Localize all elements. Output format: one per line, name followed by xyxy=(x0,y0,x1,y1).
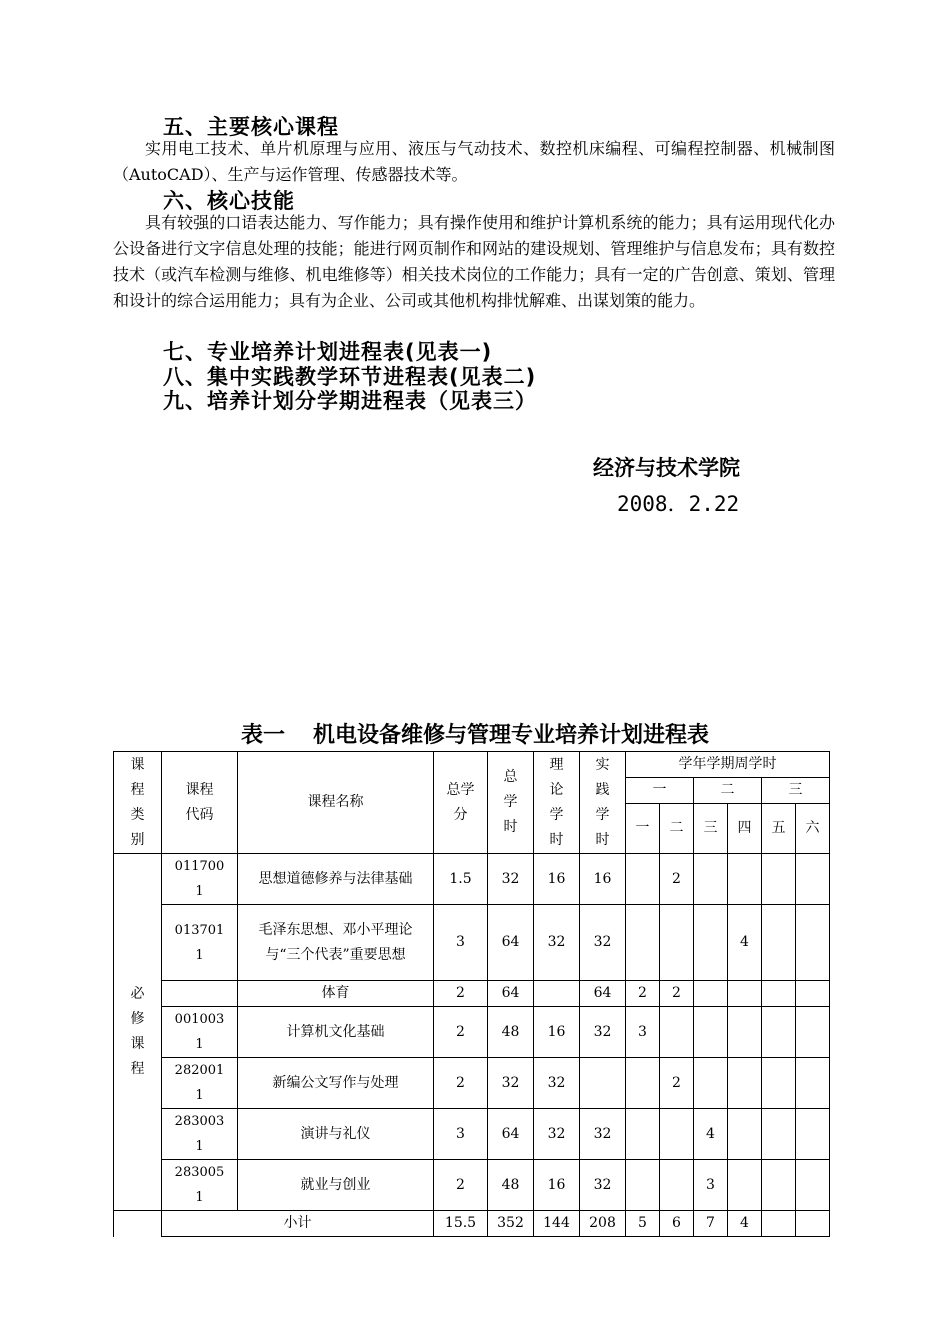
course-credits: 1.5 xyxy=(434,854,488,905)
training-plan-table xyxy=(113,751,830,1237)
term-3-hours xyxy=(694,1058,728,1109)
term-3-hours xyxy=(694,854,728,905)
course-credits: 2 xyxy=(434,1160,488,1211)
term-3-hours: 4 xyxy=(694,1109,728,1160)
table-caption-number: 表一 xyxy=(240,723,285,748)
section-heading-core-courses: 五、主要核心课程 xyxy=(163,115,339,139)
course-theory: 16 xyxy=(534,854,580,905)
subtotal-term-5 xyxy=(762,1211,796,1237)
table-row xyxy=(114,981,830,1007)
course-theory xyxy=(534,981,580,1007)
table-row xyxy=(114,1109,830,1160)
term-6-hours xyxy=(796,1160,830,1211)
subtotal-spacer xyxy=(114,1211,162,1237)
subtotal-row xyxy=(114,1211,830,1237)
term-2-hours xyxy=(660,1007,694,1058)
header-term-4: 四 xyxy=(728,804,762,854)
signature-date: 2008．2.22 xyxy=(617,492,740,516)
table-row xyxy=(114,1007,830,1058)
table-row xyxy=(114,905,830,981)
header-term-5: 五 xyxy=(762,804,796,854)
course-hours: 64 xyxy=(488,981,534,1007)
header-hours: 总 学 时 xyxy=(488,752,534,854)
header-theory: 理 论 学 时 xyxy=(534,752,580,854)
header-practice: 实 践 学 时 xyxy=(580,752,626,854)
term-3-hours xyxy=(694,905,728,981)
course-practice: 16 xyxy=(580,854,626,905)
header-year-2: 二 xyxy=(694,778,762,804)
term-5-hours xyxy=(762,1160,796,1211)
section-heading-core-skills: 六、核心技能 xyxy=(163,189,295,213)
term-2-hours: 2 xyxy=(660,1058,694,1109)
header-term-6: 六 xyxy=(796,804,830,854)
course-code: 001003 1 xyxy=(162,1007,238,1058)
term-1-hours xyxy=(626,1058,660,1109)
term-5-hours xyxy=(762,854,796,905)
course-code: 283005 1 xyxy=(162,1160,238,1211)
term-1-hours: 3 xyxy=(626,1007,660,1058)
course-code xyxy=(162,981,238,1007)
term-1-hours xyxy=(626,854,660,905)
course-name: 演讲与礼仪 xyxy=(238,1109,434,1160)
header-year-3: 三 xyxy=(762,778,830,804)
course-code: 283003 1 xyxy=(162,1109,238,1160)
term-5-hours xyxy=(762,1007,796,1058)
signature-org: 经济与技术学院 xyxy=(593,456,740,480)
course-practice xyxy=(580,1058,626,1109)
header-weekly: 学年学期周学时 xyxy=(626,752,830,778)
course-credits: 2 xyxy=(434,1007,488,1058)
course-name: 体育 xyxy=(238,981,434,1007)
course-hours: 64 xyxy=(488,1109,534,1160)
term-5-hours xyxy=(762,1058,796,1109)
header-category: 课 程 类 别 xyxy=(114,752,162,854)
term-6-hours xyxy=(796,1109,830,1160)
subtotal-label: 小计 xyxy=(162,1211,434,1237)
course-practice: 32 xyxy=(580,1007,626,1058)
course-theory: 16 xyxy=(534,1007,580,1058)
course-practice: 32 xyxy=(580,1160,626,1211)
term-1-hours xyxy=(626,1160,660,1211)
course-code: 282001 1 xyxy=(162,1058,238,1109)
term-2-hours xyxy=(660,905,694,981)
table-caption xyxy=(0,718,950,749)
table-caption-title: 机电设备维修与管理专业培养计划进程表 xyxy=(313,723,710,748)
header-year-1: 一 xyxy=(626,778,694,804)
course-theory: 32 xyxy=(534,1109,580,1160)
header-credits: 总学 分 xyxy=(434,752,488,854)
course-theory: 16 xyxy=(534,1160,580,1211)
category-required: 必 修 课 程 xyxy=(114,854,162,1211)
header-term-2: 二 xyxy=(660,804,694,854)
course-hours: 32 xyxy=(488,1058,534,1109)
term-3-hours xyxy=(694,981,728,1007)
term-4-hours: 4 xyxy=(728,905,762,981)
header-term-1: 一 xyxy=(626,804,660,854)
section-heading-plan-table: 七、专业培养计划进程表(见表一) xyxy=(163,340,493,364)
term-4-hours xyxy=(728,854,762,905)
course-name: 毛泽东思想、邓小平理论与“三个代表”重要思想 xyxy=(238,905,434,981)
term-2-hours xyxy=(660,1109,694,1160)
term-5-hours xyxy=(762,981,796,1007)
course-practice: 32 xyxy=(580,905,626,981)
subtotal-hours: 352 xyxy=(488,1211,534,1237)
course-hours: 32 xyxy=(488,854,534,905)
core-courses-text: 实用电工技术、单片机原理与应用、液压与气动技术、数控机床编程、可编程控制器、机械制图（AutoCAD）、生产与运作管理、传感器技术等。 xyxy=(113,139,835,184)
subtotal-term-6 xyxy=(796,1211,830,1237)
core-skills-paragraph xyxy=(113,210,835,314)
term-2-hours: 2 xyxy=(660,854,694,905)
term-4-hours xyxy=(728,1007,762,1058)
course-hours: 48 xyxy=(488,1160,534,1211)
table-header-row xyxy=(114,752,830,778)
term-6-hours xyxy=(796,1007,830,1058)
course-credits: 3 xyxy=(434,1109,488,1160)
course-hours: 48 xyxy=(488,1007,534,1058)
course-code: 013701 1 xyxy=(162,905,238,981)
table-row xyxy=(114,1160,830,1211)
header-term-3: 三 xyxy=(694,804,728,854)
term-6-hours xyxy=(796,854,830,905)
section-heading-semester-table: 九、培养计划分学期进程表（见表三） xyxy=(163,389,537,413)
course-theory: 32 xyxy=(534,1058,580,1109)
term-2-hours: 2 xyxy=(660,981,694,1007)
table-row xyxy=(114,854,830,905)
term-1-hours xyxy=(626,1109,660,1160)
core-skills-text: 具有较强的口语表达能力、写作能力；具有操作使用和维护计算机系统的能力；具有运用现代化办公设备进行文字信息处理的技能；能进行网页制作和网站的建设规划、管理维护与信息发布；具有数控技术（或汽车检测与维修、机电维修等）相关技术岗位的工作能力；具有一定的广告创意、策划、管理和设计的综合运用能力；具有为企业、公司或其他机构排忧解难、出谋划策的能力。 xyxy=(113,213,835,310)
course-name: 新编公文写作与处理 xyxy=(238,1058,434,1109)
section-heading-practice-table: 八、集中实践教学环节进程表(见表二) xyxy=(163,365,537,389)
course-credits: 2 xyxy=(434,981,488,1007)
course-practice: 32 xyxy=(580,1109,626,1160)
course-name: 计算机文化基础 xyxy=(238,1007,434,1058)
course-name: 就业与创业 xyxy=(238,1160,434,1211)
header-code: 课程 代码 xyxy=(162,752,238,854)
term-3-hours: 3 xyxy=(694,1160,728,1211)
term-3-hours xyxy=(694,1007,728,1058)
term-4-hours xyxy=(728,1058,762,1109)
header-name: 课程名称 xyxy=(238,752,434,854)
term-4-hours xyxy=(728,1109,762,1160)
subtotal-term-1: 5 xyxy=(626,1211,660,1237)
course-code: 011700 1 xyxy=(162,854,238,905)
term-6-hours xyxy=(796,905,830,981)
subtotal-theory: 144 xyxy=(534,1211,580,1237)
term-1-hours: 2 xyxy=(626,981,660,1007)
term-5-hours xyxy=(762,905,796,981)
term-2-hours xyxy=(660,1160,694,1211)
term-4-hours xyxy=(728,1160,762,1211)
term-4-hours xyxy=(728,981,762,1007)
subtotal-term-2: 6 xyxy=(660,1211,694,1237)
subtotal-term-4: 4 xyxy=(728,1211,762,1237)
table-row xyxy=(114,1058,830,1109)
term-6-hours xyxy=(796,1058,830,1109)
term-1-hours xyxy=(626,905,660,981)
course-practice: 64 xyxy=(580,981,626,1007)
term-6-hours xyxy=(796,981,830,1007)
term-5-hours xyxy=(762,1109,796,1160)
course-name: 思想道德修养与法律基础 xyxy=(238,854,434,905)
subtotal-term-3: 7 xyxy=(694,1211,728,1237)
core-courses-paragraph xyxy=(113,136,835,188)
course-theory: 32 xyxy=(534,905,580,981)
course-hours: 64 xyxy=(488,905,534,981)
course-credits: 2 xyxy=(434,1058,488,1109)
subtotal-credits: 15.5 xyxy=(434,1211,488,1237)
subtotal-practice: 208 xyxy=(580,1211,626,1237)
course-credits: 3 xyxy=(434,905,488,981)
